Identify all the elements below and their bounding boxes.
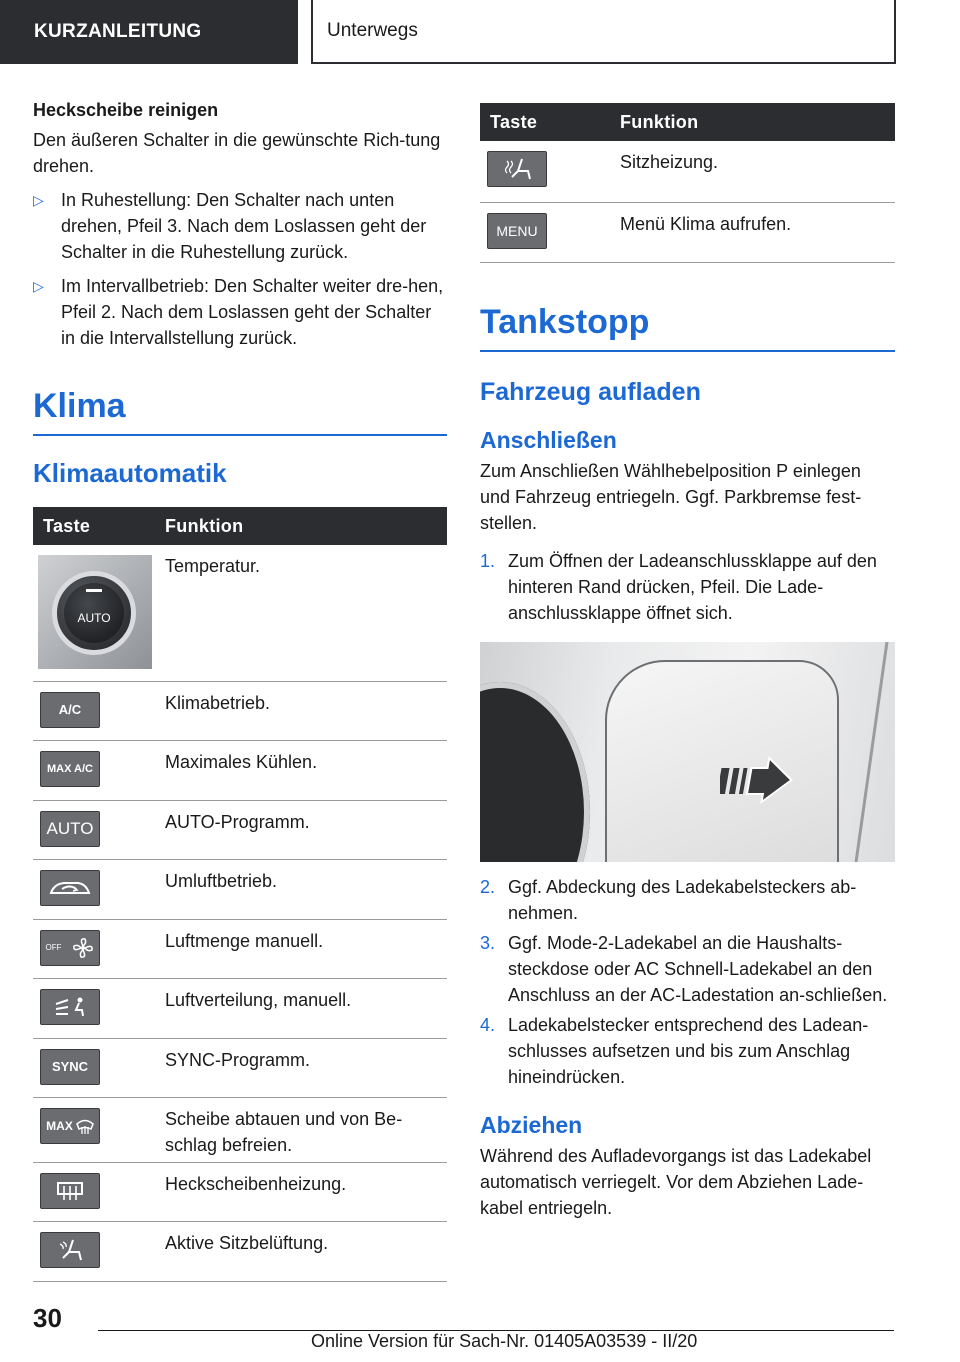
col-header-key: Taste	[33, 507, 157, 545]
tankstopp-title: Tankstopp	[480, 303, 895, 352]
section-label: KURZANLEITUNG	[34, 21, 202, 42]
klimaautomatik-title: Klimaautomatik	[33, 458, 227, 488]
function-cell: Scheibe abtauen und von Be-schlag befreien.	[157, 1097, 447, 1162]
function-cell: Umluftbetrieb.	[157, 859, 447, 919]
function-cell: AUTO-Programm.	[157, 800, 447, 859]
function-cell: Temperatur.	[157, 545, 447, 681]
fahrzeug-aufladen-title: Fahrzeug aufladen	[480, 377, 701, 406]
seat-heating-icon	[487, 151, 547, 187]
col-header-key: Taste	[480, 103, 612, 141]
air-distribution-icon	[40, 989, 100, 1025]
function-cell: Luftmenge manuell.	[157, 919, 447, 978]
auto-button-icon: AUTO	[40, 811, 100, 847]
list-item: ▷ Im Intervallbetrieb: Den Schalter weiter dre-hen, Pfeil 2. Nach dem Loslassen geht der Schalter in die Intervallstellung zurück.	[33, 273, 447, 351]
table-row	[33, 1221, 447, 1281]
menu-button-icon: MENU	[487, 213, 547, 249]
function-cell: Menü Klima aufrufen.	[612, 202, 895, 262]
rear-wiper-list	[33, 187, 447, 351]
function-cell: Sitzheizung.	[612, 141, 895, 202]
function-cell: Klimabetrieb.	[157, 681, 447, 740]
max-defrost-icon: MAX	[40, 1108, 100, 1144]
table-row	[33, 800, 447, 859]
charging-flap-image	[480, 642, 895, 862]
chapter-tab	[311, 0, 896, 64]
rear-window-heating-icon	[40, 1173, 100, 1209]
recirculation-icon	[40, 870, 100, 906]
ac-button-icon: A/C	[40, 692, 100, 728]
temperature-knob-icon	[38, 555, 152, 669]
table-row	[33, 545, 447, 681]
function-cell: Heckscheibenheizung.	[157, 1162, 447, 1221]
function-cell: SYNC-Programm.	[157, 1038, 447, 1097]
function-cell: Aktive Sitzbelüftung.	[157, 1221, 447, 1281]
chapter-label: Unterwegs	[327, 20, 418, 41]
table-row	[33, 740, 447, 800]
knob-label: AUTO	[77, 611, 111, 625]
klima-title: Klima	[33, 387, 447, 436]
anschliessen-intro: Zum Anschließen Wählhebelposition P einlegen und Fahrzeug entriegeln. Ggf. Parkbremse fest-stellen.	[480, 460, 862, 533]
rear-wiper-heading: Heckscheibe reinigen	[33, 100, 219, 120]
function-cell: Luftverteilung, manuell.	[157, 978, 447, 1038]
table-row	[33, 978, 447, 1038]
section-tab	[0, 0, 298, 64]
table-row	[33, 1097, 447, 1162]
charging-steps-1	[480, 548, 895, 626]
climate-keys-table-continued	[480, 103, 895, 263]
list-item: 3. Ggf. Mode-2-Ladekabel an die Haushalts-steckdose oder AC Schnell-Ladekabel an den Anschluss an der AC-Ladestation an-schließen.	[480, 932, 888, 1005]
anschliessen-title: Anschließen	[480, 426, 617, 453]
abziehen-text: Während des Aufladevorgangs ist das Ladekabel automatisch verriegelt. Vor dem Abziehen Lade-kabel entriegeln.	[480, 1145, 872, 1218]
table-row	[480, 141, 895, 202]
charging-steps-2	[480, 874, 895, 1090]
left-column	[33, 100, 447, 1282]
table-row	[33, 919, 447, 978]
sync-button-icon: SYNC	[40, 1049, 100, 1085]
bullet-triangle-icon: ▷	[33, 278, 44, 294]
arrow-icon	[720, 754, 802, 806]
table-row	[33, 859, 447, 919]
right-column	[480, 103, 895, 1221]
col-header-function: Funktion	[612, 103, 895, 141]
climate-keys-table	[33, 507, 447, 1282]
fan-icon: OFF	[40, 930, 100, 966]
list-item: ▷ In Ruhestellung: Den Schalter nach unten drehen, Pfeil 3. Nach dem Loslassen geht der Schalter in die Ruhestellung zurück.	[33, 187, 447, 265]
list-item: 4. Ladekabelstecker entsprechend des Ladean-schlusses aufsetzen und bis zum Anschlag hineindrücken.	[480, 1014, 869, 1087]
table-row	[33, 681, 447, 740]
online-version-note: Online Version für Sach-Nr. 01405A03539 - II/20	[311, 1331, 698, 1351]
list-item: 2. Ggf. Abdeckung des Ladekabelsteckers ab-nehmen.	[480, 876, 857, 923]
max-ac-button-icon: MAX A/C	[40, 751, 100, 787]
col-header-function: Funktion	[157, 507, 447, 545]
table-row	[480, 202, 895, 262]
table-row	[33, 1038, 447, 1097]
list-item: 1. Zum Öffnen der Ladeanschlussklappe auf den hinteren Rand drücken, Pfeil. Die Lade-anschlussklappe öffnet sich.	[480, 550, 877, 623]
rear-wiper-intro: Den äußeren Schalter in die gewünschte Rich-tung drehen.	[33, 130, 441, 176]
abziehen-title: Abziehen	[480, 1111, 583, 1138]
page-number: 30	[33, 1303, 62, 1333]
bullet-triangle-icon: ▷	[33, 192, 44, 208]
seat-ventilation-icon	[40, 1232, 100, 1268]
table-row	[33, 1162, 447, 1221]
function-cell: Maximales Kühlen.	[157, 740, 447, 800]
